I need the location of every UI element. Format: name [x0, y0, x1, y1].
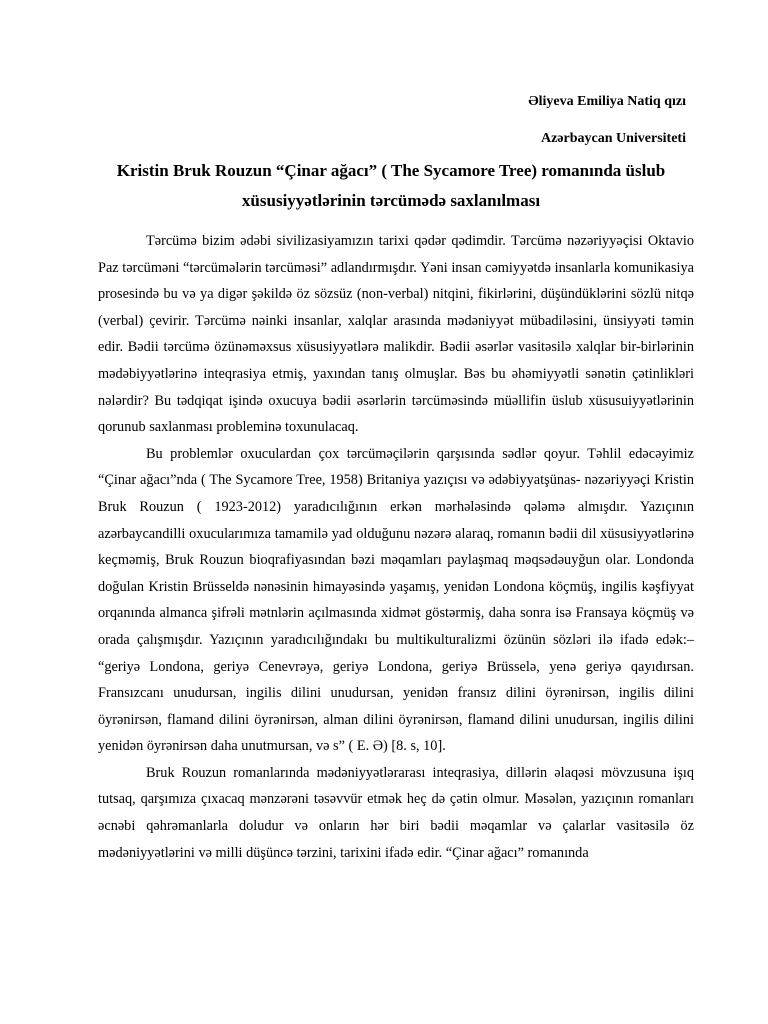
author-name: Əliyeva Emiliya Natiq qızı [528, 94, 686, 109]
body-paragraph: Bu problemlər oxuculardan çox tərcüməçilərin qarşısında sədlər qoyur. Təhlil edəcəyimiz “Çinar ağacı”nda ( The Sycamore Tree, 1958) Britaniya yazıçısı və ədəbiyyatşünas- nəzəriyyəçi Kristin Bruk Rouzun ( 1923-2012) yaradıcılığının erkən mərhələsində qələmə almışdır. Yazıçının azərbaycandilli oxucularımıza tamamilə yad olduğunu nəzərə alaraq, romanın bədii dil xüsusiyyətlərinə keçməmiş, Bruk Rouzun bioqrafiyasından bəzi məqamları paylaşmaq məqsədəuyğun olar. Londonda doğulan Kristin Brüsseldə nənəsinin himayəsində yaşamış, yenidən Londona köçmüş, ingilis kəşfiyyat orqanında almanca şifrəli mətnlərin açılmasında xidmət göstərmiş, daha sonra isə Fransaya köçmüş və orada çalışmışdır. Yazıçının yaradıcılığındakı bu multikulturalizmi özünün sözləri ilə ifadə edək:– “geriyə Londona, geriyə Cenevrəyə, geriyə Londona, geriyə Brüsselə, yenə geriyə qayıdırsan. Fransızcanı unudursan, ingilis dilini unudursan, yenidən fransız dilini öyrənirsən, ingilis dilini öyrənirsən, flamand dilini öyrənirsən, alman dilini öyrənirsən, flamand dilini unudursan, ingilis dilini yenidən öyrənirsən daha unutmursan, və s” ( E. Ə) [8. s, 10]. [98, 445, 694, 755]
article-body [98, 228, 694, 866]
article-title: Kristin Bruk Rouzun “Çinar ağacı” ( The Sycamore Tree) romanında üslub xüsusiyyətlərinin tərcümədə saxlanılması [116, 161, 666, 210]
body-paragraph: Bruk Rouzun romanlarında mədəniyyətlərarası inteqrasiya, dillərin əlaqəsi mövzusuna işıq tutsaq, qarşımıza çıxacaq mənzərəni təsəvvür etmək heç də çətin olmur. Məsələn, yazıçının romanları əcnəbi qəhrəmanlarla doludur və onların hər biri bədii məqamlar və çalarlar vasitəsilə öz mədəniyyətlərini və milli düşüncə tərzini, tarixini ifadə edir. “Çinar ağacı” romanında [98, 764, 694, 861]
author-affiliation: Azərbaycan Universiteti [540, 131, 686, 146]
body-paragraph: Tərcümə bizim ədəbi sivilizasiyamızın tarixi qədər qədimdir. Tərcümə nəzəriyyəçisi Oktavio Paz tərcüməni “tərcümələrin tərcüməsi” adlandırmışdır. Yəni insan cəmiyyətdə insanlarla komunikasiya prosesində bu və ya digər şəkildə öz sözsüz (non-verbal) nitqini, fikirlərini, düşündüklərini sözlü nitqə (verbal) çevirir. Tərcümə nəinki insanlar, xalqlar arasında mədəniyyət mübadiləsini, ünsiyyəti təmin edir. Bədii tərcümə özünəməxsus xüsusiyyətlərə malikdir. Bədii əsərlər vasitəsilə xalqlar bir-birlərinin mədəbiyyətlərinə inteqrasiya etmiş, yaxından tanış olmuşlar. Bəs bu əhəmiyyətli sənətin çətinlikləri nələrdir? Bu tədqiqat işində oxucuya bədii əsərlərin tərcüməsində müəllifin üslub xüsusuiyyətlərinin qorunub saxlanması probleminə toxunulacaq. [98, 233, 694, 436]
